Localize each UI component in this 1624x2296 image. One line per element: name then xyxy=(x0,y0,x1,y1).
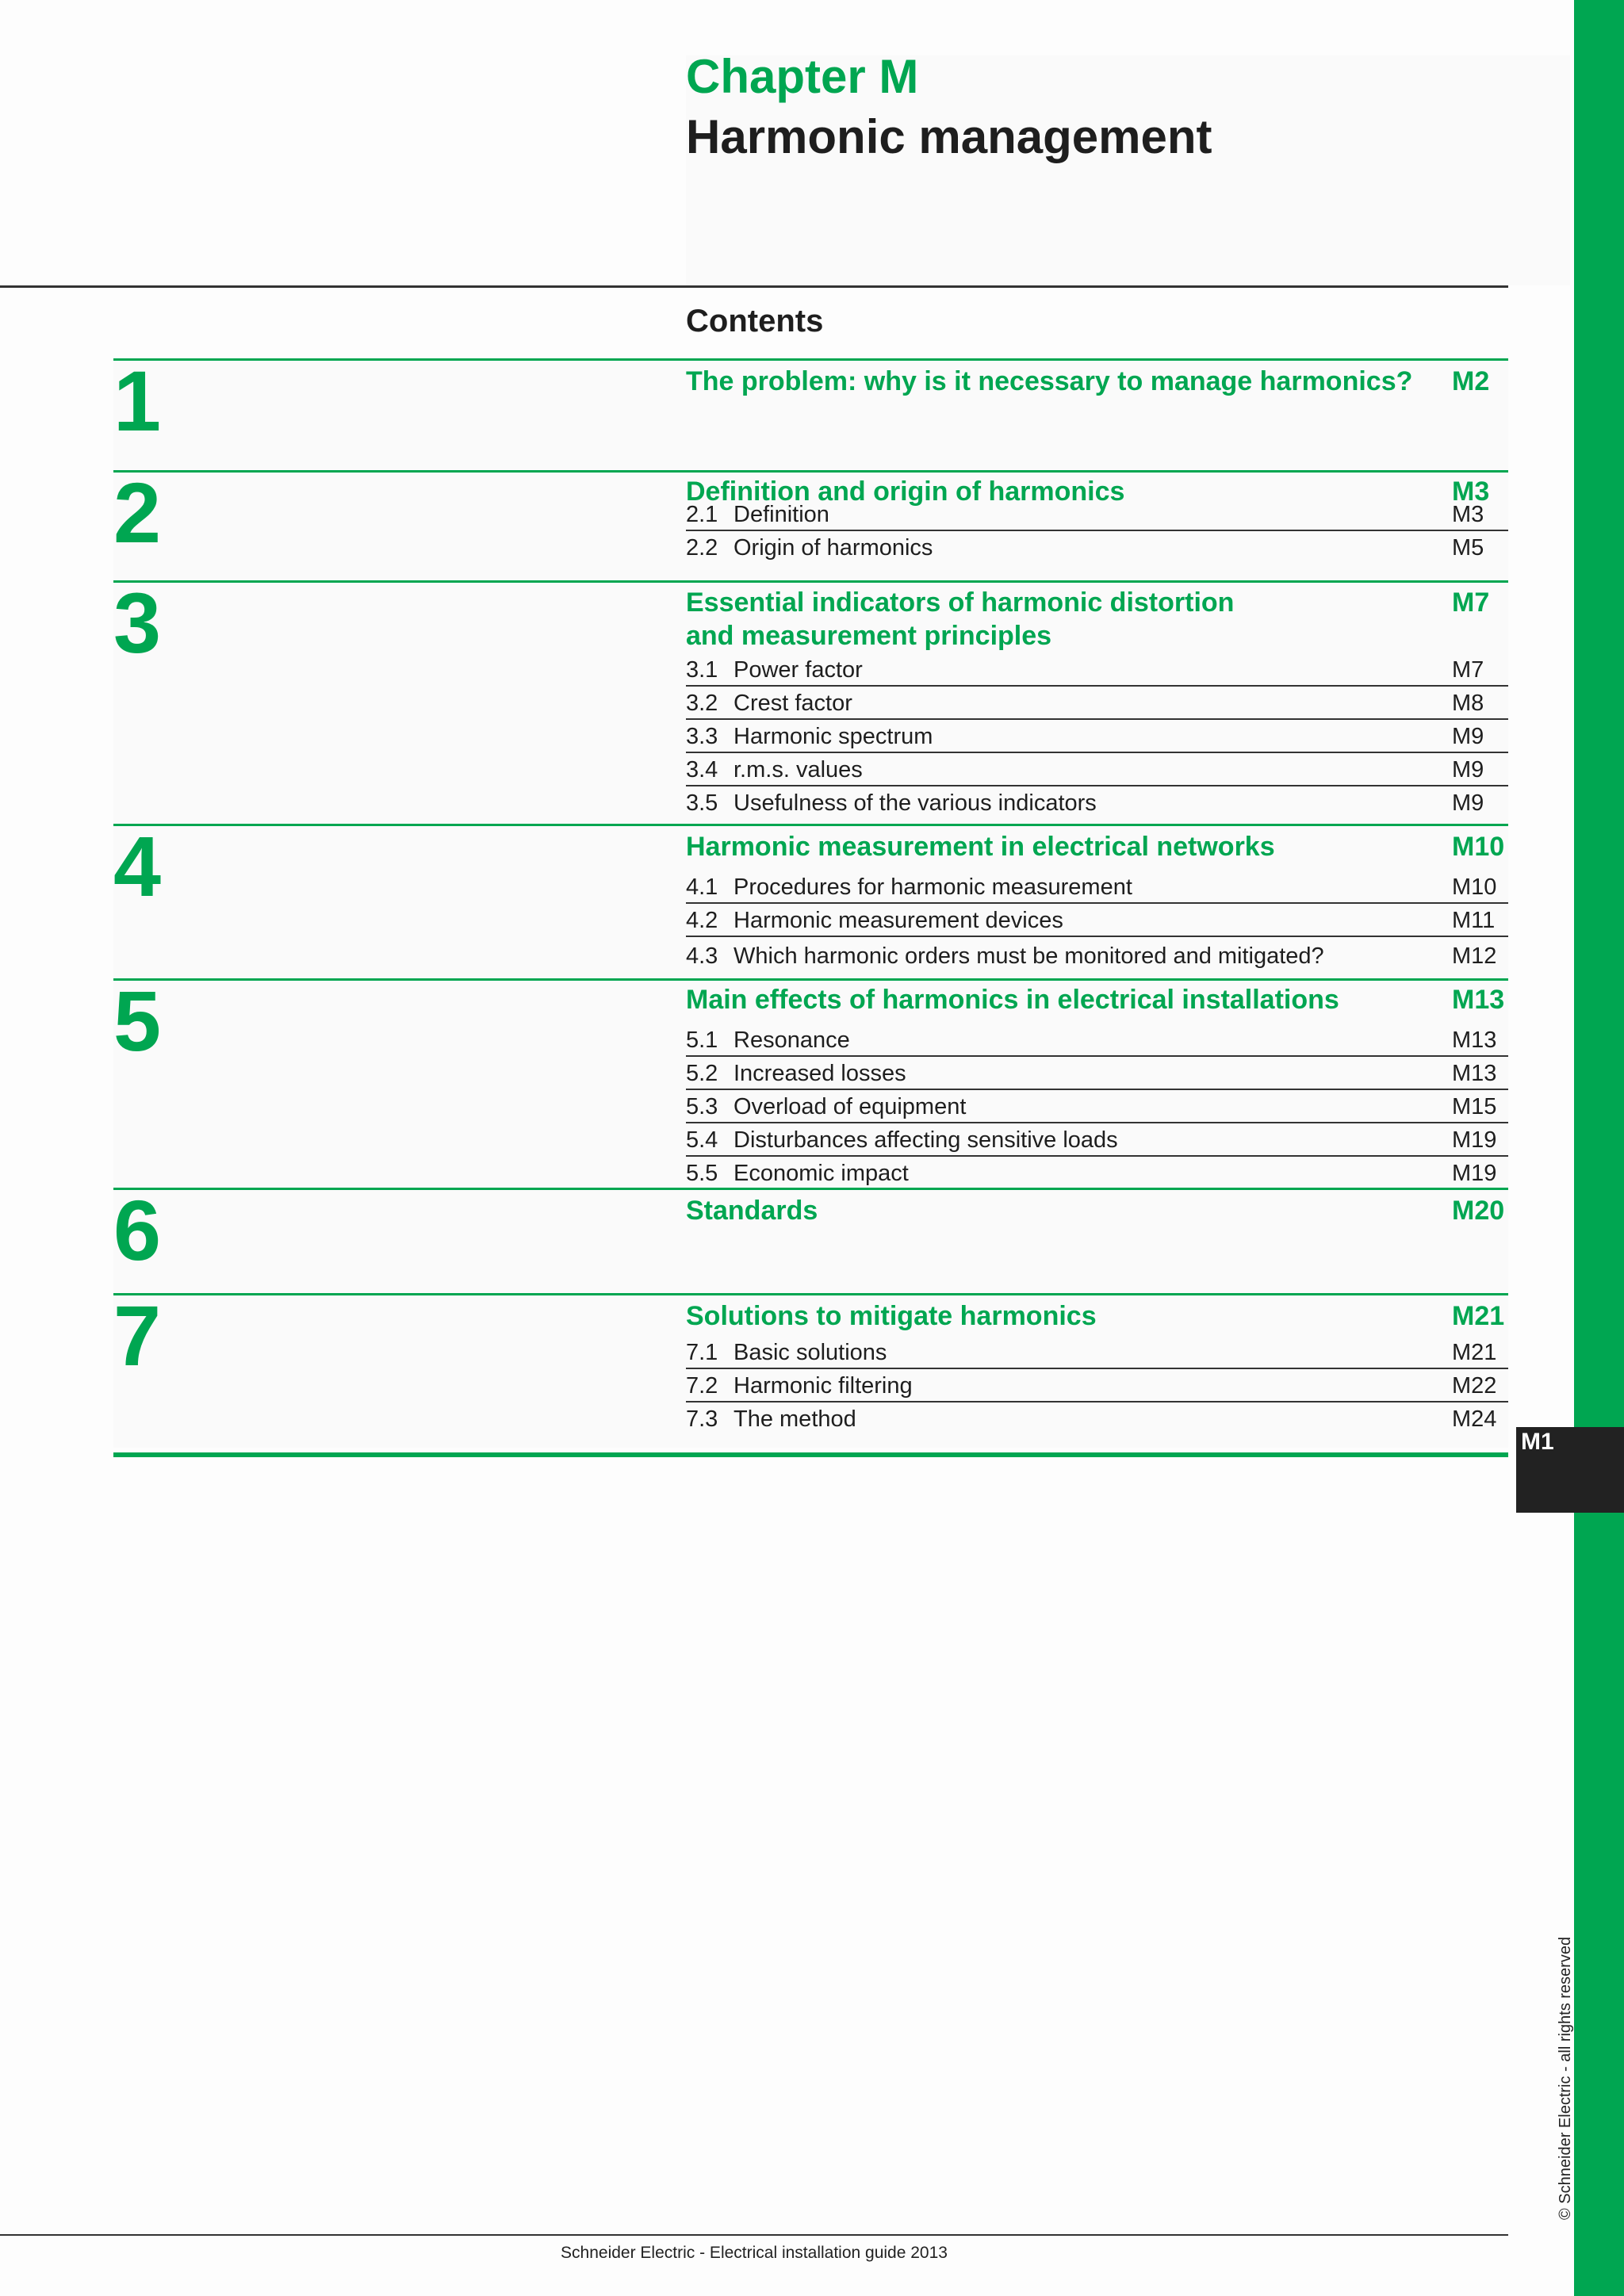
toc-section-7 xyxy=(113,1288,1508,1448)
toc-section-5 xyxy=(113,973,1508,1188)
entry-number: 5.3 xyxy=(686,1094,718,1119)
toc-entry[interactable] xyxy=(686,687,1508,720)
copyright-notice: © Schneider Electric - all rights reserved xyxy=(1557,1936,1574,2220)
entry-number: 4.1 xyxy=(686,874,718,900)
entry-page: M9 xyxy=(1452,790,1484,816)
entry-number: 5.1 xyxy=(686,1027,718,1053)
section-heading[interactable]: Main effects of harmonics in electrical installations xyxy=(686,985,1339,1015)
section-number: 5 xyxy=(113,973,162,1069)
toc-section-4 xyxy=(113,818,1508,978)
entry-page: M11 xyxy=(1452,908,1496,933)
toc-entry[interactable] xyxy=(686,1402,1508,1436)
section-page-ref[interactable]: M2 xyxy=(1452,366,1490,396)
entry-title: Harmonic measurement devices xyxy=(733,908,1063,933)
entry-title: Resonance xyxy=(733,1027,850,1053)
entry-number: 3.3 xyxy=(686,724,718,749)
entry-title: Overload of equipment xyxy=(733,1094,967,1119)
toc-entry[interactable] xyxy=(686,498,1508,531)
section-heading[interactable]: and measurement principles xyxy=(686,621,1052,651)
entry-page: M19 xyxy=(1452,1127,1497,1153)
entry-number: 7.2 xyxy=(686,1373,718,1399)
entry-number: 2.2 xyxy=(686,535,718,561)
footer-text: Schneider Electric - Electrical installation guide 2013 xyxy=(561,2244,948,2262)
entry-title: Origin of harmonics xyxy=(733,535,933,561)
page-tab-label: M1 xyxy=(1521,1429,1554,1455)
entry-page: M10 xyxy=(1452,874,1497,900)
entry-title: The method xyxy=(733,1406,856,1432)
entry-page: M9 xyxy=(1452,724,1484,749)
section-heading[interactable]: Solutions to mitigate harmonics xyxy=(686,1301,1097,1331)
toc-bottom-rule xyxy=(113,1452,1508,1457)
entry-title: Harmonic filtering xyxy=(733,1373,913,1399)
entry-number: 4.2 xyxy=(686,908,718,933)
chapter-label: Chapter M xyxy=(686,50,919,103)
entry-number: 3.1 xyxy=(686,657,718,683)
footer-divider xyxy=(0,2234,1508,2236)
chapter-title: Harmonic management xyxy=(686,110,1212,163)
section-page-ref[interactable]: M21 xyxy=(1452,1301,1505,1331)
toc-entry[interactable] xyxy=(686,653,1508,687)
entry-number: 5.4 xyxy=(686,1127,718,1153)
entry-number: 3.5 xyxy=(686,790,718,816)
section-number: 7 xyxy=(113,1288,162,1383)
section-page-ref[interactable]: M7 xyxy=(1452,587,1490,618)
toc-entry[interactable] xyxy=(686,753,1508,786)
section-page-ref[interactable]: M10 xyxy=(1452,832,1505,862)
entry-page: M24 xyxy=(1452,1406,1497,1432)
toc-entry[interactable] xyxy=(686,1057,1508,1090)
entry-page: M8 xyxy=(1452,691,1484,716)
entry-number: 3.2 xyxy=(686,691,718,716)
entry-title: Procedures for harmonic measurement xyxy=(733,874,1132,900)
toc-entry[interactable] xyxy=(686,720,1508,753)
toc-entry[interactable] xyxy=(686,1090,1508,1123)
toc-section-3 xyxy=(113,575,1508,824)
entry-number: 7.1 xyxy=(686,1340,718,1365)
toc-entry[interactable] xyxy=(686,1123,1508,1157)
entry-page: M12 xyxy=(1452,943,1497,969)
entry-title: Which harmonic orders must be monitored and mitigated? xyxy=(733,943,1324,969)
entry-page: M3 xyxy=(1452,502,1484,527)
page-tab xyxy=(1516,1427,1624,1513)
section-heading[interactable]: Standards xyxy=(686,1196,818,1226)
toc-entry[interactable] xyxy=(686,871,1508,904)
entry-title: Economic impact xyxy=(733,1161,909,1186)
table-of-contents xyxy=(113,353,1508,1448)
entry-page: M21 xyxy=(1452,1340,1497,1365)
entry-number: 5.5 xyxy=(686,1161,718,1186)
toc-section-2 xyxy=(113,465,1508,580)
entry-number: 5.2 xyxy=(686,1061,718,1086)
section-number: 4 xyxy=(113,818,162,914)
section-heading[interactable]: Harmonic measurement in electrical networks xyxy=(686,832,1275,862)
toc-entry[interactable] xyxy=(686,1369,1508,1402)
entry-title: Power factor xyxy=(733,657,863,683)
entry-page: M22 xyxy=(1452,1373,1497,1399)
section-page-ref[interactable]: M20 xyxy=(1452,1196,1505,1226)
entry-page: M15 xyxy=(1452,1094,1497,1119)
section-heading[interactable]: The problem: why is it necessary to manage harmonics? xyxy=(686,366,1413,396)
entry-title: Definition xyxy=(733,502,829,527)
section-number: 3 xyxy=(113,575,162,671)
toc-entry[interactable] xyxy=(686,1024,1508,1057)
entry-number: 7.3 xyxy=(686,1406,718,1432)
section-page-ref[interactable]: M13 xyxy=(1452,985,1505,1015)
contents-title: Contents xyxy=(686,304,824,339)
entry-title: r.m.s. values xyxy=(733,757,863,783)
header-divider xyxy=(0,285,1508,288)
entry-page: M7 xyxy=(1452,657,1484,683)
toc-entry[interactable] xyxy=(686,1157,1508,1190)
entry-page: M13 xyxy=(1452,1061,1497,1086)
section-number: 1 xyxy=(113,353,162,449)
toc-entry[interactable] xyxy=(686,939,1508,973)
section-heading[interactable]: Essential indicators of harmonic distortion xyxy=(686,587,1235,618)
section-number: 6 xyxy=(113,1182,162,1278)
entry-number: 3.4 xyxy=(686,757,718,783)
entry-title: Crest factor xyxy=(733,691,852,716)
section-heading[interactable]: Definition and origin of harmonics xyxy=(686,476,1125,507)
toc-section-6 xyxy=(113,1182,1508,1293)
section-number: 2 xyxy=(113,465,162,561)
entry-number: 2.1 xyxy=(686,502,718,527)
entry-title: Increased losses xyxy=(733,1061,906,1086)
entry-page: M9 xyxy=(1452,757,1484,783)
toc-entry[interactable] xyxy=(686,786,1508,820)
entry-number: 4.3 xyxy=(686,943,718,969)
entry-title: Disturbances affecting sensitive loads xyxy=(733,1127,1118,1153)
entry-title: Harmonic spectrum xyxy=(733,724,933,749)
entry-page: M19 xyxy=(1452,1161,1497,1186)
toc-section-1 xyxy=(113,353,1508,470)
toc-entry[interactable] xyxy=(686,904,1508,937)
toc-entry[interactable] xyxy=(686,1336,1508,1369)
toc-entry[interactable] xyxy=(686,531,1508,564)
side-accent-bar xyxy=(1574,0,1624,2296)
entry-page: M13 xyxy=(1452,1027,1497,1053)
entry-title: Basic solutions xyxy=(733,1340,887,1365)
section-page-ref[interactable]: M3 xyxy=(1452,476,1490,507)
entry-title: Usefulness of the various indicators xyxy=(733,790,1097,816)
entry-page: M5 xyxy=(1452,535,1484,561)
